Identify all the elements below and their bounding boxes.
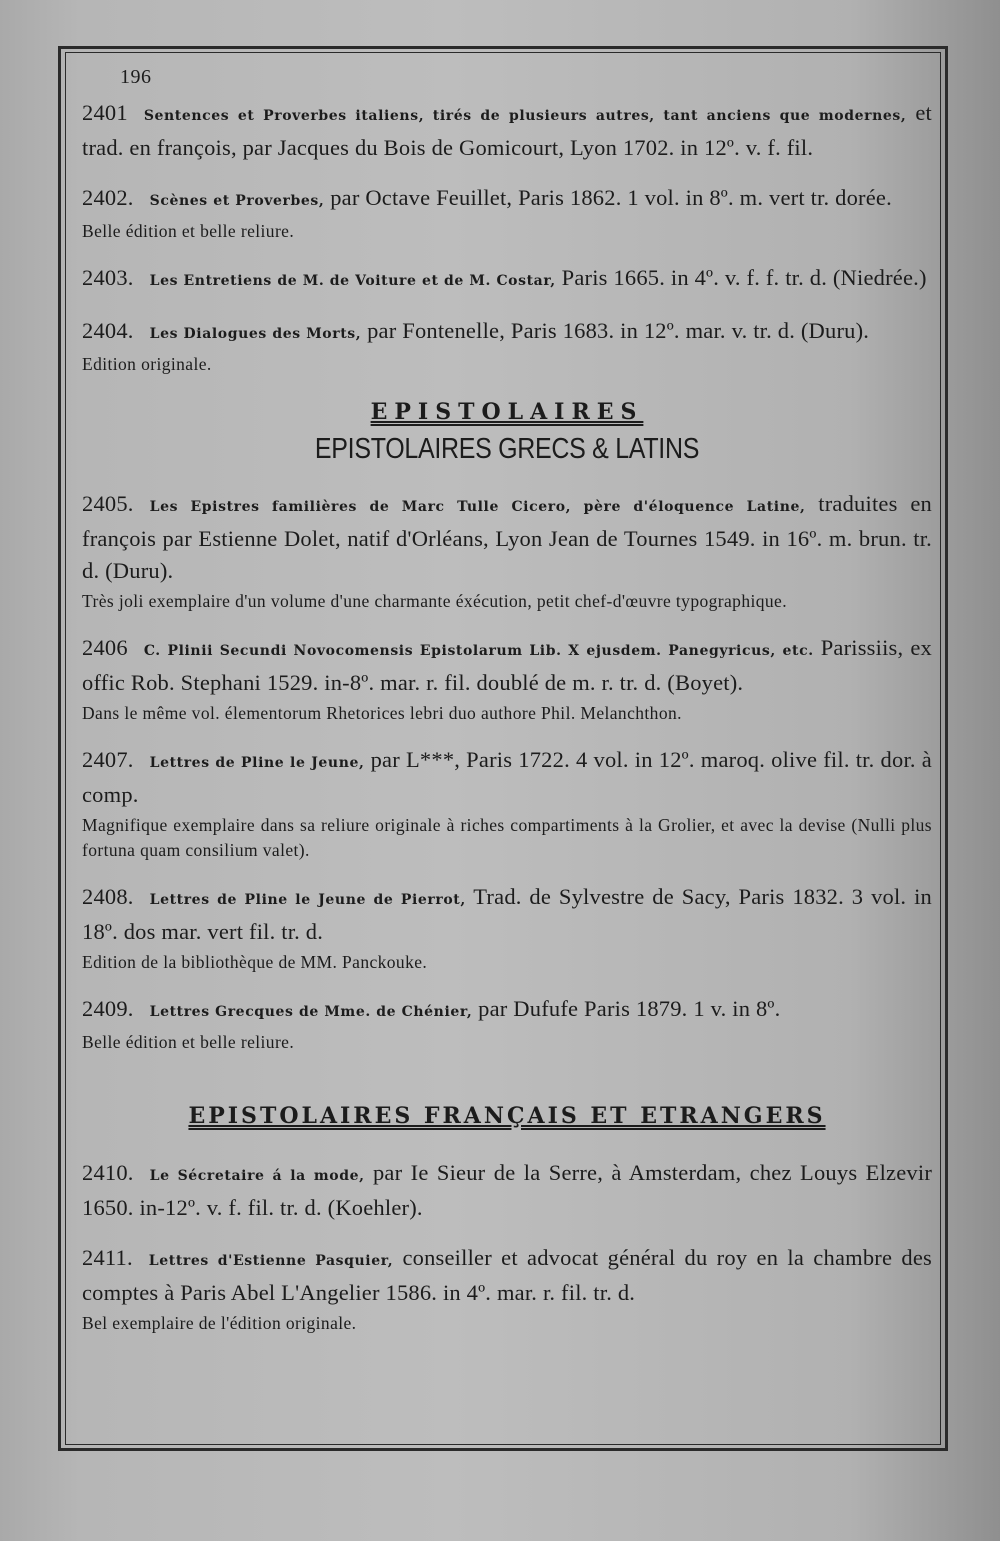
entry-number: 2406 [82, 635, 128, 660]
entry-number: 2401 [82, 100, 128, 125]
entry-description: Paris 1665. in 4º. v. f. f. tr. d. (Niedrée.) [561, 265, 927, 290]
entry-number: 2409. [82, 996, 134, 1021]
entry-description: Parissiis, ex offic Rob. Stephani 1529. in-8º. mar. r. fil. doublé de m. r. tr. d. (Boyet). [82, 635, 932, 695]
section-title-epistolaires: EPISTOLAIRES [370, 399, 644, 425]
entry-description: conseiller et advocat général du roy en la chambre des comptes à Paris Abel L'Angelier 1586. in 4º. mar. r. fil. tr. d. [82, 1245, 933, 1305]
entry-main-text [82, 488, 932, 587]
entry-title: Les Epistres familières de Marc Tulle Cicero, père d'éloquence Latine, [149, 499, 806, 515]
entry-number: 2408. [82, 884, 134, 909]
catalog-entry [82, 1242, 932, 1336]
entry-description: et trad. en françois, par Jacques du Bois de Gomicourt, Lyon 1702. in 12º. v. f. fil. [82, 100, 932, 160]
entry-title: Lettres Grecques de Mme. de Chénier, [149, 1004, 473, 1020]
entry-main-text [82, 97, 932, 164]
entry-title: Sentences et Proverbes italiens, tirés de plusieurs autres, tant anciens que modernes, [143, 108, 907, 124]
entry-main-text [82, 1242, 932, 1309]
entry-description: par Octave Feuillet, Paris 1862. 1 vol. in 8º. m. vert tr. dorée. [330, 185, 892, 210]
entry-title: Lettres de Pline le Jeune de Pierrot, [149, 892, 466, 908]
entry-main-text [82, 315, 932, 350]
catalog-entry [82, 182, 932, 244]
section-title-francais-etrangers: EPISTOLAIRES FRANÇAIS ET ETRANGERS [188, 1103, 826, 1129]
catalog-entry [82, 632, 932, 726]
entry-number: 2404. [82, 318, 134, 343]
entry-note: Dans le même vol. élementorum Rhetorices lebri duo authore Phil. Melanchthon. [82, 703, 682, 723]
catalog-entry [82, 1157, 932, 1224]
entry-description: par Ie Sieur de la Serre, à Amsterdam, chez Louys Elzevir 1650. in-12º. v. f. fil. tr. d. (Koehler). [82, 1160, 933, 1220]
entry-title: Les Dialogues des Morts, [149, 326, 362, 342]
entry-note: Belle édition et belle reliure. [82, 1032, 295, 1052]
entry-title: C. Plinii Secundi Novocomensis Epistolarum Lib. X ejusdem. Panegyricus, etc. [143, 643, 814, 659]
entry-title: Lettres de Pline le Jeune, [149, 755, 365, 771]
entry-description: traduites en françois par Estienne Dolet, natif d'Orléans, Lyon Jean de Tournes 1549. in 16º. m. brun. tr. d. (Duru). [82, 491, 932, 583]
entry-main-text [82, 1157, 932, 1224]
entry-main-text [82, 744, 932, 811]
entry-description: Trad. de Sylvestre de Sacy, Paris 1832. 3 vol. in 18º. dos mar. vert fil. tr. d. [82, 884, 932, 944]
entry-main-text [82, 632, 932, 699]
entries-group-francais-etrangers [82, 1157, 932, 1336]
catalog-entry [82, 993, 932, 1055]
page-number: 196 [120, 66, 152, 88]
entry-note: Magnifique exemplaire dans sa reliure originale à riches compartiments à la Grolier, et avec la devise (Nulli plus fortuna quam consilium valet). [82, 815, 932, 860]
entry-number: 2410. [82, 1160, 134, 1185]
entry-main-text [82, 182, 932, 217]
entry-title: Les Entretiens de M. de Voiture et de M. Costar, [149, 273, 556, 289]
entry-number: 2407. [82, 747, 134, 772]
entry-description: par Fontenelle, Paris 1683. in 12º. mar. v. tr. d. (Duru). [367, 318, 870, 343]
section-subtitle-grecs-latins: EPISTOLAIRES GRECS & LATINS [314, 432, 700, 466]
catalog-entry [82, 744, 932, 863]
entry-description: par L***, Paris 1722. 4 vol. in 12º. maroq. olive fil. tr. dor. à comp. [82, 747, 932, 807]
entry-main-text [82, 881, 932, 948]
catalog-entry [82, 315, 932, 377]
entry-main-text [82, 262, 932, 297]
entries-group-proverbs [82, 97, 932, 377]
catalog-entry [82, 488, 932, 614]
entry-note: Edition originale. [82, 354, 212, 374]
entry-description: par Dufufe Paris 1879. 1 v. in 8º. [478, 996, 781, 1021]
entry-note: Très joli exemplaire d'un volume d'une charmante éxécution, petit chef-d'œuvre typographique. [82, 591, 787, 611]
catalog-entry [82, 881, 932, 975]
entry-title: Lettres d'Estienne Pasquier, [148, 1253, 394, 1269]
entry-note: Edition de la bibliothèque de MM. Panckouke. [82, 952, 428, 972]
entry-number: 2411. [82, 1245, 133, 1270]
catalog-entry [82, 262, 932, 297]
entry-main-text [82, 993, 932, 1028]
entry-note: Belle édition et belle reliure. [82, 221, 295, 241]
page-content [82, 60, 932, 1354]
entry-note: Bel exemplaire de l'édition originale. [82, 1313, 357, 1333]
entry-title: Le Sécretaire á la mode, [149, 1168, 365, 1184]
entries-group-grecs-latins [82, 488, 932, 1055]
entry-title: Scènes et Proverbes, [149, 193, 325, 209]
entry-number: 2405. [82, 491, 134, 516]
entry-number: 2402. [82, 185, 134, 210]
catalog-entry [82, 97, 932, 164]
entry-number: 2403. [82, 265, 134, 290]
